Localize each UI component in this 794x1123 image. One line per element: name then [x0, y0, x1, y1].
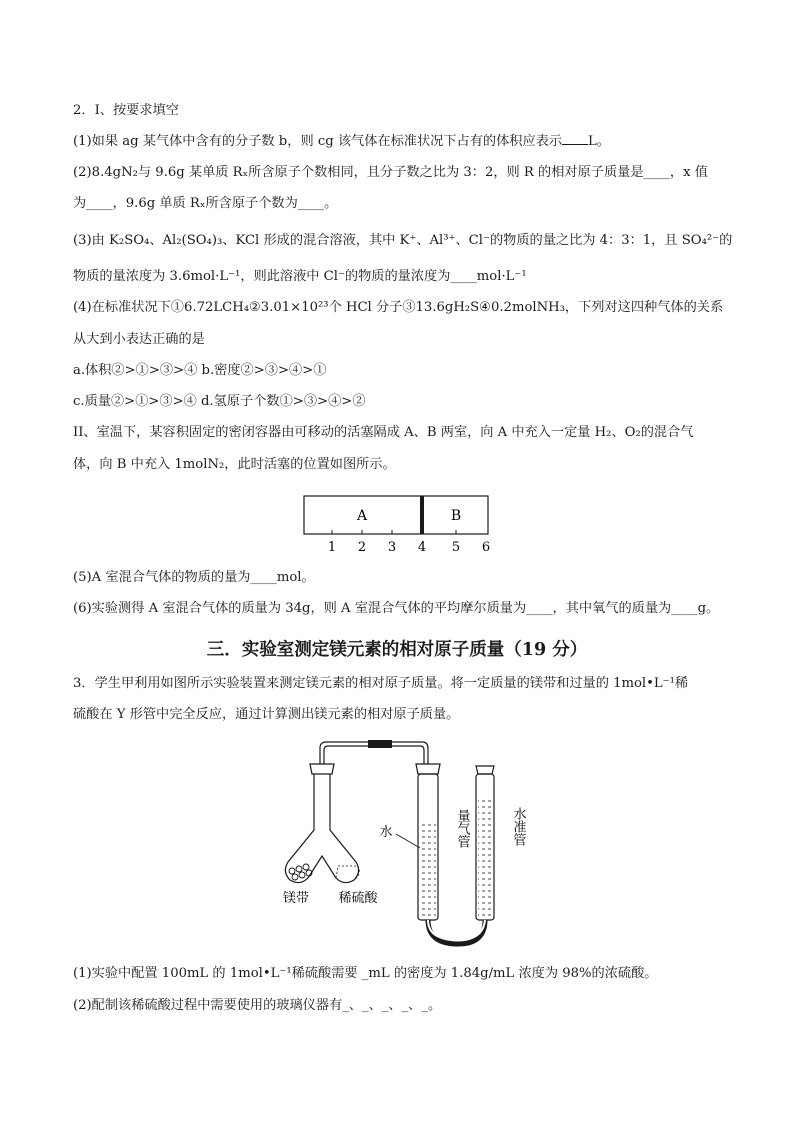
water-label: 水 — [379, 825, 393, 840]
rubber-joint — [368, 740, 392, 748]
q2-part4-line2: 从大到小表达正确的是 — [73, 332, 205, 347]
answer-blank — [562, 132, 588, 145]
q2-part2-line1: (2)8.4gN₂与 9.6g 某单质 Rₓ所含原子个数相同，且分子数之比为 3：2，则 R 的相对原子质量是____，x 值 — [73, 165, 708, 180]
burette-stopper — [416, 764, 440, 774]
q2-part6: (6)实验测得 A 室混合气体的质量为 34g，则 A 室混合气体的平均摩尔质量为____，其中氧气的质量为____g。 — [73, 601, 720, 616]
q3-part2: (2)配制该稀硫酸过程中需要使用的玻璃仪器有_、_、_、_、_。 — [73, 998, 442, 1013]
q2-title: 2．I、按要求填空 — [73, 103, 179, 118]
apparatus-figure — [278, 738, 526, 948]
leveling-tube-label-text: 水准管 — [486, 807, 526, 822]
q2-part2-line2: 为____，9.6g 单质 Rₓ所含原子个数为____。 — [73, 196, 338, 211]
q2-part-ii-line2: 体，向 B 中充入 1molN₂，此时活塞的位置如图所示。 — [73, 457, 396, 472]
piston-container-figure — [296, 490, 516, 560]
q2-options-cd: c.质量②>①>③>④ d.氢原子个数①>③>④>② — [73, 394, 366, 409]
q2-part4-line1: (4)在标准状况下①6.72LCH₄②3.01×10²³个 HCl 分子③13.6gH₂S④0.2molNH₃，下列对这四种气体的关系 — [73, 300, 724, 315]
leveling-tube-top — [476, 766, 494, 774]
q3-intro-line2: 硫酸在 Y 形管中完全反应，通过计算测出镁元素的相对原子质量。 — [73, 707, 460, 722]
chamber-a-label: A — [356, 508, 368, 524]
q2-part5: (5)A 室混合气体的物质的量为____mol。 — [73, 570, 315, 585]
gas-burette-label — [431, 809, 471, 848]
q2-part1-text: (1)如果 ag 某气体中含有的分子数 b，则 cg 该气体在标准状况下占有的体积应表示 — [73, 134, 563, 149]
q3-part1: (1)实验中配置 100mL 的 1mol•L⁻¹稀硫酸需要 _mL 的密度为 1.84g/mL 浓度为 98%的浓硫酸。 — [73, 966, 658, 981]
tick-label-3: 3 — [387, 540, 397, 555]
water-pointer — [396, 834, 420, 848]
q2-part1 — [73, 132, 610, 152]
burette-water — [420, 822, 436, 918]
connecting-tube-inner — [324, 746, 424, 766]
magnesium-label: 镁带 — [282, 891, 310, 906]
y-tube-stopper — [310, 764, 334, 774]
gas-burette-label-text: 量气管 — [430, 809, 470, 824]
leveling-tube-label — [487, 806, 527, 846]
tick-label-4: 4 — [417, 540, 427, 555]
tick-label-5: 5 — [451, 540, 461, 555]
tick-label-6: 6 — [481, 540, 491, 555]
acid-label: 稀硫酸 — [338, 891, 378, 906]
q2-part-ii-line1: II、室温下，某容积固定的密闭容器由可移动的活塞隔成 A、B 两室，向 A 中充入一定量 H₂、O₂的混合气 — [73, 425, 694, 440]
section-3-heading: 三．实验室测定镁元素的相对原子质量（19 分） — [206, 640, 588, 660]
tick-label-1: 1 — [327, 540, 337, 555]
q2-part3-line2: 物质的量浓度为 3.6mol·L⁻¹，则此溶液中 Cl⁻的物质的量浓度为____mol·L⁻¹ — [73, 269, 527, 284]
chamber-b-label: B — [450, 508, 462, 524]
q3-intro-line1: 3．学生甲利用如图所示实验装置来测定镁元素的相对原子质量。将一定质量的镁带和过量的 1mol•L⁻¹稀 — [73, 676, 689, 691]
q2-part1-unit: L。 — [588, 134, 610, 149]
q2-part3-line1: (3)由 K₂SO₄、Al₂(SO₄)₃、KCl 形成的混合溶液，其中 K⁺、Al³⁺、Cl⁻的物质的量之比为 4：3：1，且 SO₄²⁻的 — [73, 233, 733, 248]
tick-label-2: 2 — [357, 540, 367, 555]
q2-options-ab: a.体积②>①>③>④ b.密度②>③>④>① — [73, 363, 327, 378]
